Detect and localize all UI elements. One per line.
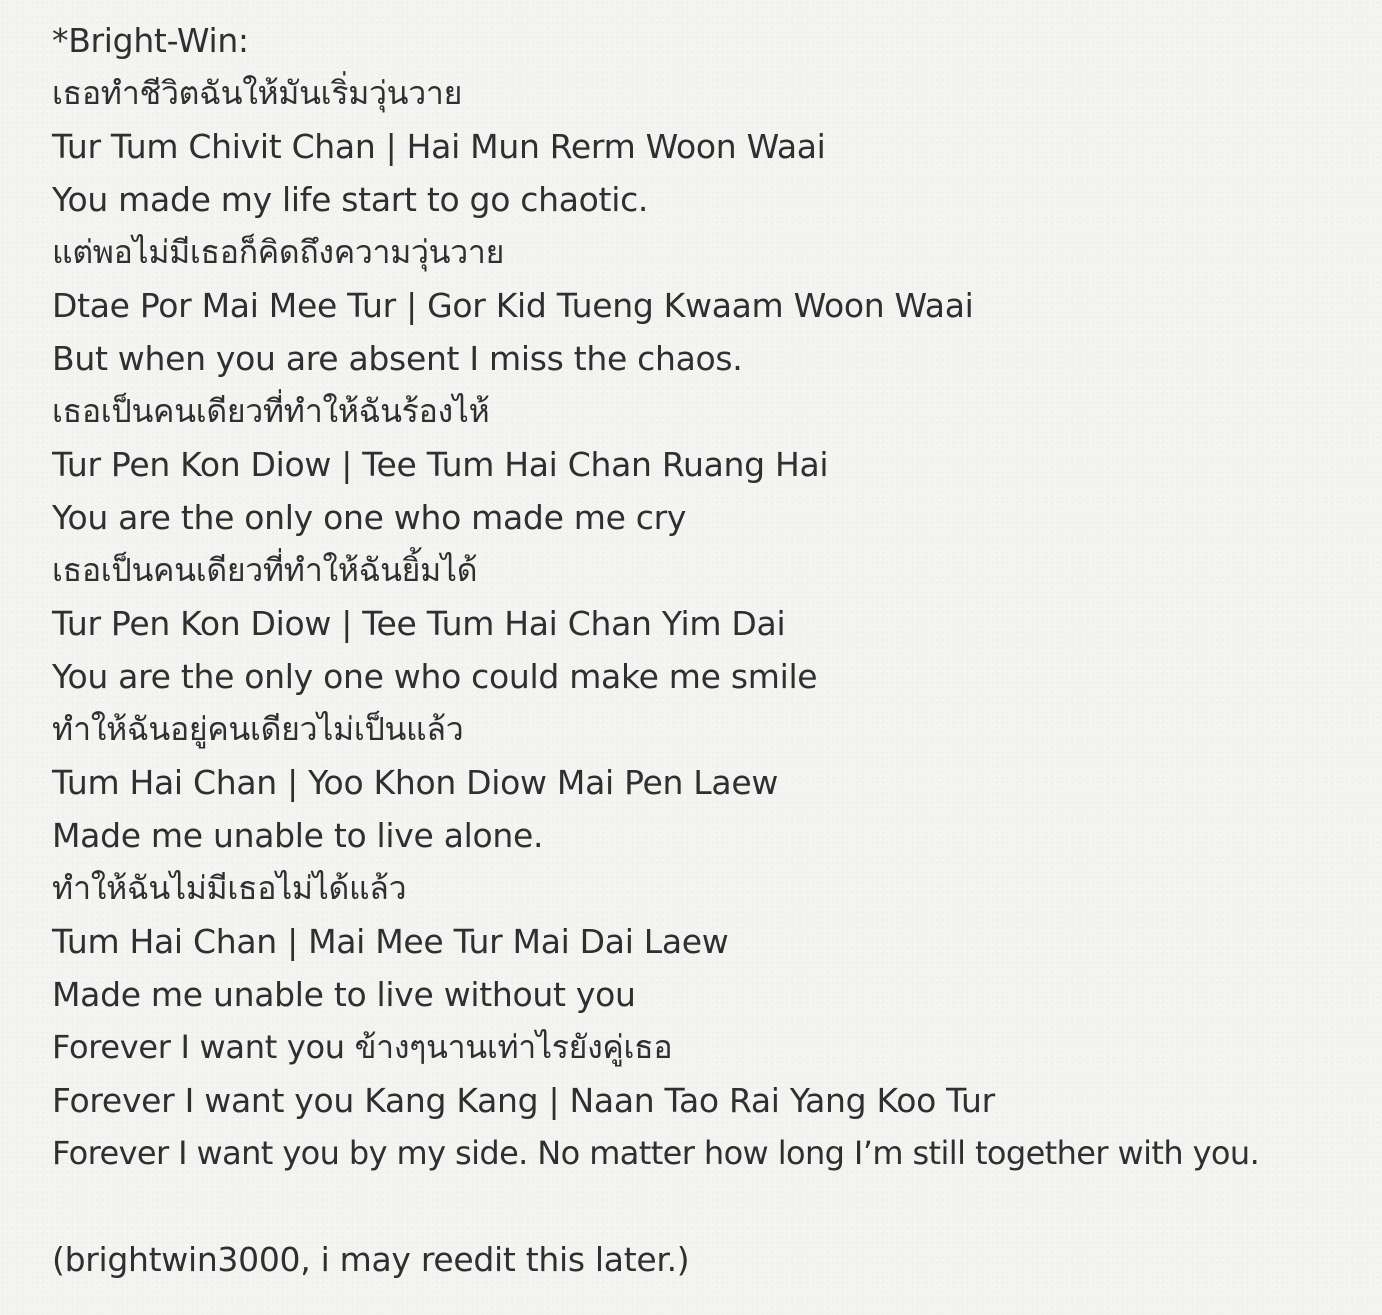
lyric-line-romanized-7: Forever I want you Kang Kang | Naan Tao Rai Yang Koo Tur [52,1081,995,1120]
lyric-line-romanized-6: Tum Hai Chan | Mai Mee Tur Mai Dai Laew [52,922,729,961]
lyric-line-thai-5: ทำให้ฉันอยู่คนเดียวไม่เป็นแล้ว [52,710,464,748]
lyric-line-thai-6: ทำให้ฉันไม่มีเธอไม่ได้แล้ว [52,869,407,907]
lyric-line-translation-1: You made my life start to go chaotic. [52,180,649,219]
lyric-line-thai-7: Forever I want you ข้างๆนานเท่าไรยังคู่เธอ [52,1028,673,1066]
lyric-line-romanized-2: Dtae Por Mai Mee Tur | Gor Kid Tueng Kwaam Woon Waai [52,286,974,325]
lyric-line-romanized-3: Tur Pen Kon Diow | Tee Tum Hai Chan Ruang Hai [52,445,829,484]
lyric-line-translation-7: Forever I want you by my side. No matter how long I’m still together with you. [52,1134,1260,1172]
spacer [52,1180,1372,1233]
lyric-line-translation-5: Made me unable to live alone. [52,816,544,855]
note-footer: (brightwin3000, i may reedit this later.) [52,1240,690,1279]
lyric-line-romanized-1: Tur Tum Chivit Chan | Hai Mun Rerm Woon Waai [52,127,826,166]
lyric-line-translation-2: But when you are absent I miss the chaos. [52,339,743,378]
lyric-line-translation-4: You are the only one who could make me smile [52,657,818,696]
note-heading: *Bright-Win: [52,21,249,60]
lyric-line-thai-3: เธอเป็นคนเดียวที่ทำให้ฉันร้องไห้ [52,392,490,430]
lyric-line-romanized-5: Tum Hai Chan | Yoo Khon Diow Mai Pen Laew [52,763,779,802]
lyric-line-romanized-4: Tur Pen Kon Diow | Tee Tum Hai Chan Yim Dai [52,604,786,643]
lyric-line-thai-1: เธอทำชีวิตฉันให้มันเริ่มวุ่นวาย [52,74,463,112]
lyric-line-translation-3: You are the only one who made me cry [52,498,687,537]
note-body [52,14,1372,1286]
lyric-line-translation-6: Made me unable to live without you [52,975,636,1014]
lyric-line-thai-4: เธอเป็นคนเดียวที่ทำให้ฉันยิ้มได้ [52,551,478,589]
lyric-line-thai-2: แต่พอไม่มีเธอก็คิดถึงความวุ่นวาย [52,233,505,271]
